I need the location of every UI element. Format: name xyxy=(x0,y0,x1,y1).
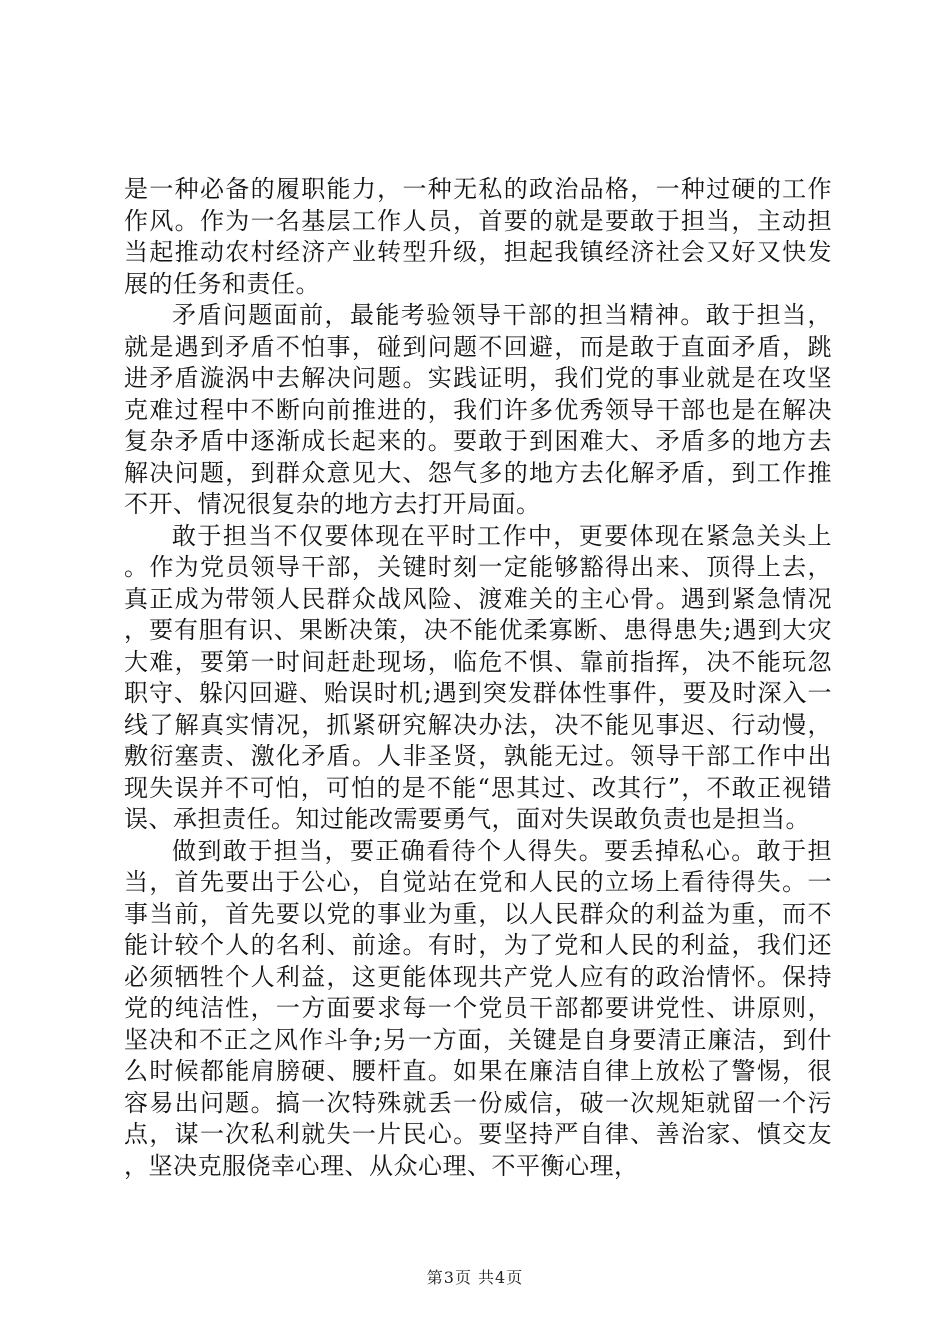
paragraph-3: 敢于担当不仅要体现在平时工作中，更要体现在紧急关头上。作为党员领导干部，关键时刻一定能够豁得出来、顶得上去，真正成为带领人民群众战风险、渡难关的主心骨。遇到紧急情况，要有胆有识、果断决策，决不能优柔寡断、患得患失;遇到大灾大难，要第一时间赶赴现场，临危不惧、靠前指挥，决不能玩忽职守、躲闪回避、贻误时机;遇到突发群体性事件，要及时深入一线了解真实情况，抓紧研究解决办法，决不能见事迟、行动慢，敷衍塞责、激化矛盾。人非圣贤，孰能无过。领导干部工作中出现失误并不可怕，可怕的是不能“思其过、改其行”，不敢正视错误、承担责任。知过能改需要勇气，面对失误敢负责也是担当。 xyxy=(124,521,832,833)
paragraph-4: 做到敢于担当，要正确看待个人得失。要丢掉私心。敢于担当，首先要出于公心，自觉站在党和人民的立场上看待得失。一事当前，首先要以党的事业为重，以人民群众的利益为重，而不能计较个人的名利、前途。有时，为了党和人民的利益，我们还必须牺牲个人利益，这更能体现共产党人应有的政治情怀。保持党的纯洁性，一方面要求每一个党员干部都要讲党性、讲原则，坚决和不正之风作斗争;另一方面，关键是自身要清正廉洁，到什么时候都能肩膀硬、腰杆直。如果在廉洁自律上放松了警惕，很容易出问题。搞一次特殊就丢一份威信，破一次规矩就留一个污点，谋一次私利就失一片民心。要坚持严自律、善治家、慎交友，坚决克服侥幸心理、从众心理、不平衡心理， xyxy=(124,836,832,1180)
paragraph-2: 矛盾问题面前，最能考验领导干部的担当精神。敢于担当，就是遇到矛盾不怕事，碰到问题不回避，而是敢于直面矛盾，跳进矛盾漩涡中去解决问题。实践证明，我们党的事业就是在攻坚克难过程中不断向前推进的，我们许多优秀领导干部也是在解决复杂矛盾中逐渐成长起来的。要敢于到困难大、矛盾多的地方去解决问题，到群众意见大、怨气多的地方去化解矛盾，到工作推不开、情况很复杂的地方去打开局面。 xyxy=(124,301,832,518)
document-body xyxy=(124,174,832,1182)
paragraph-1: 是一种必备的履职能力，一种无私的政治品格，一种过硬的工作作风。作为一名基层工作人员，首要的就是要敢于担当，主动担当起推动农村经济产业转型升级，担起我镇经济社会又好又快发展的任务和责任。 xyxy=(124,175,832,298)
page-number-label: 第3页 共4页 xyxy=(426,1268,524,1287)
page-footer xyxy=(0,1265,950,1288)
